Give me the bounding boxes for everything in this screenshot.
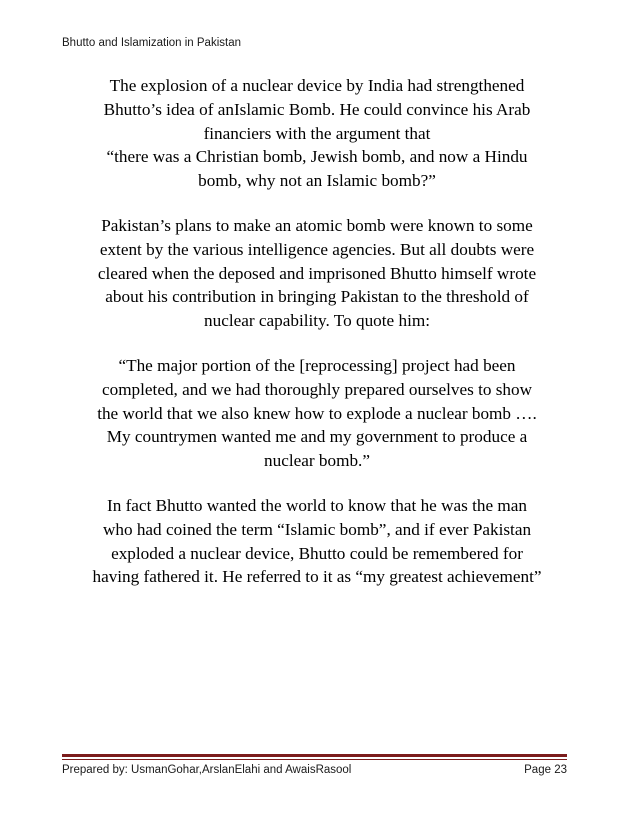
text-line: My countrymen wanted me and my government to produce a xyxy=(106,427,528,447)
text-line: about his contribution in bringing Pakistan to the threshold of xyxy=(105,287,529,307)
footer-rule-thin xyxy=(62,759,567,760)
text-line: who had coined the term “Islamic bomb”, and if ever Pakistan xyxy=(102,519,532,539)
text-line: bomb, why not an Islamic bomb?” xyxy=(198,171,436,191)
text-line: cleared when the deposed and imprisoned Bhutto himself wrote xyxy=(97,263,537,283)
paragraph-islamic-bomb xyxy=(60,494,574,589)
text-line: having fathered it. He referred to it as “my greatest achievement” xyxy=(92,567,542,587)
text-line: Bhutto’s idea of anIslamic Bomb. He could convince his Arab xyxy=(103,99,531,119)
page-number: Page 23 xyxy=(524,764,567,776)
paragraph-quotation xyxy=(60,354,574,473)
text-line: In fact Bhutto wanted the world to know that he was the man xyxy=(106,495,528,515)
text-line: financiers with the argument that xyxy=(203,123,431,143)
text-line: the world that we also knew how to explode a nuclear bomb …. xyxy=(97,403,537,423)
text-line: “The major portion of the [reprocessing] project had been xyxy=(118,355,516,375)
text-line: exploded a nuclear device, Bhutto could be remembered for xyxy=(111,543,523,563)
running-header: Bhutto and Islamization in Pakistan xyxy=(62,37,241,49)
text-line: extent by the various intelligence agencies. But all doubts were xyxy=(99,239,535,259)
text-line: nuclear bomb.” xyxy=(264,451,370,471)
paragraph-india-explosion xyxy=(60,74,574,193)
paragraph-atomic-plans xyxy=(60,214,574,333)
footer-rule-thick xyxy=(62,754,567,757)
text-line: completed, and we had thoroughly prepared ourselves to show xyxy=(101,379,533,399)
text-line: The explosion of a nuclear device by India had strengthened xyxy=(109,76,525,95)
page-body xyxy=(60,74,574,610)
text-line: nuclear capability. To quote him: xyxy=(204,311,430,331)
text-line: “there was a Christian bomb, Jewish bomb, and now a Hindu xyxy=(106,147,528,167)
footer-prepared-by: Prepared by: UsmanGohar,ArslanElahi and AwaisRasool xyxy=(62,764,352,776)
text-line: Pakistan’s plans to make an atomic bomb were known to some xyxy=(101,215,533,235)
